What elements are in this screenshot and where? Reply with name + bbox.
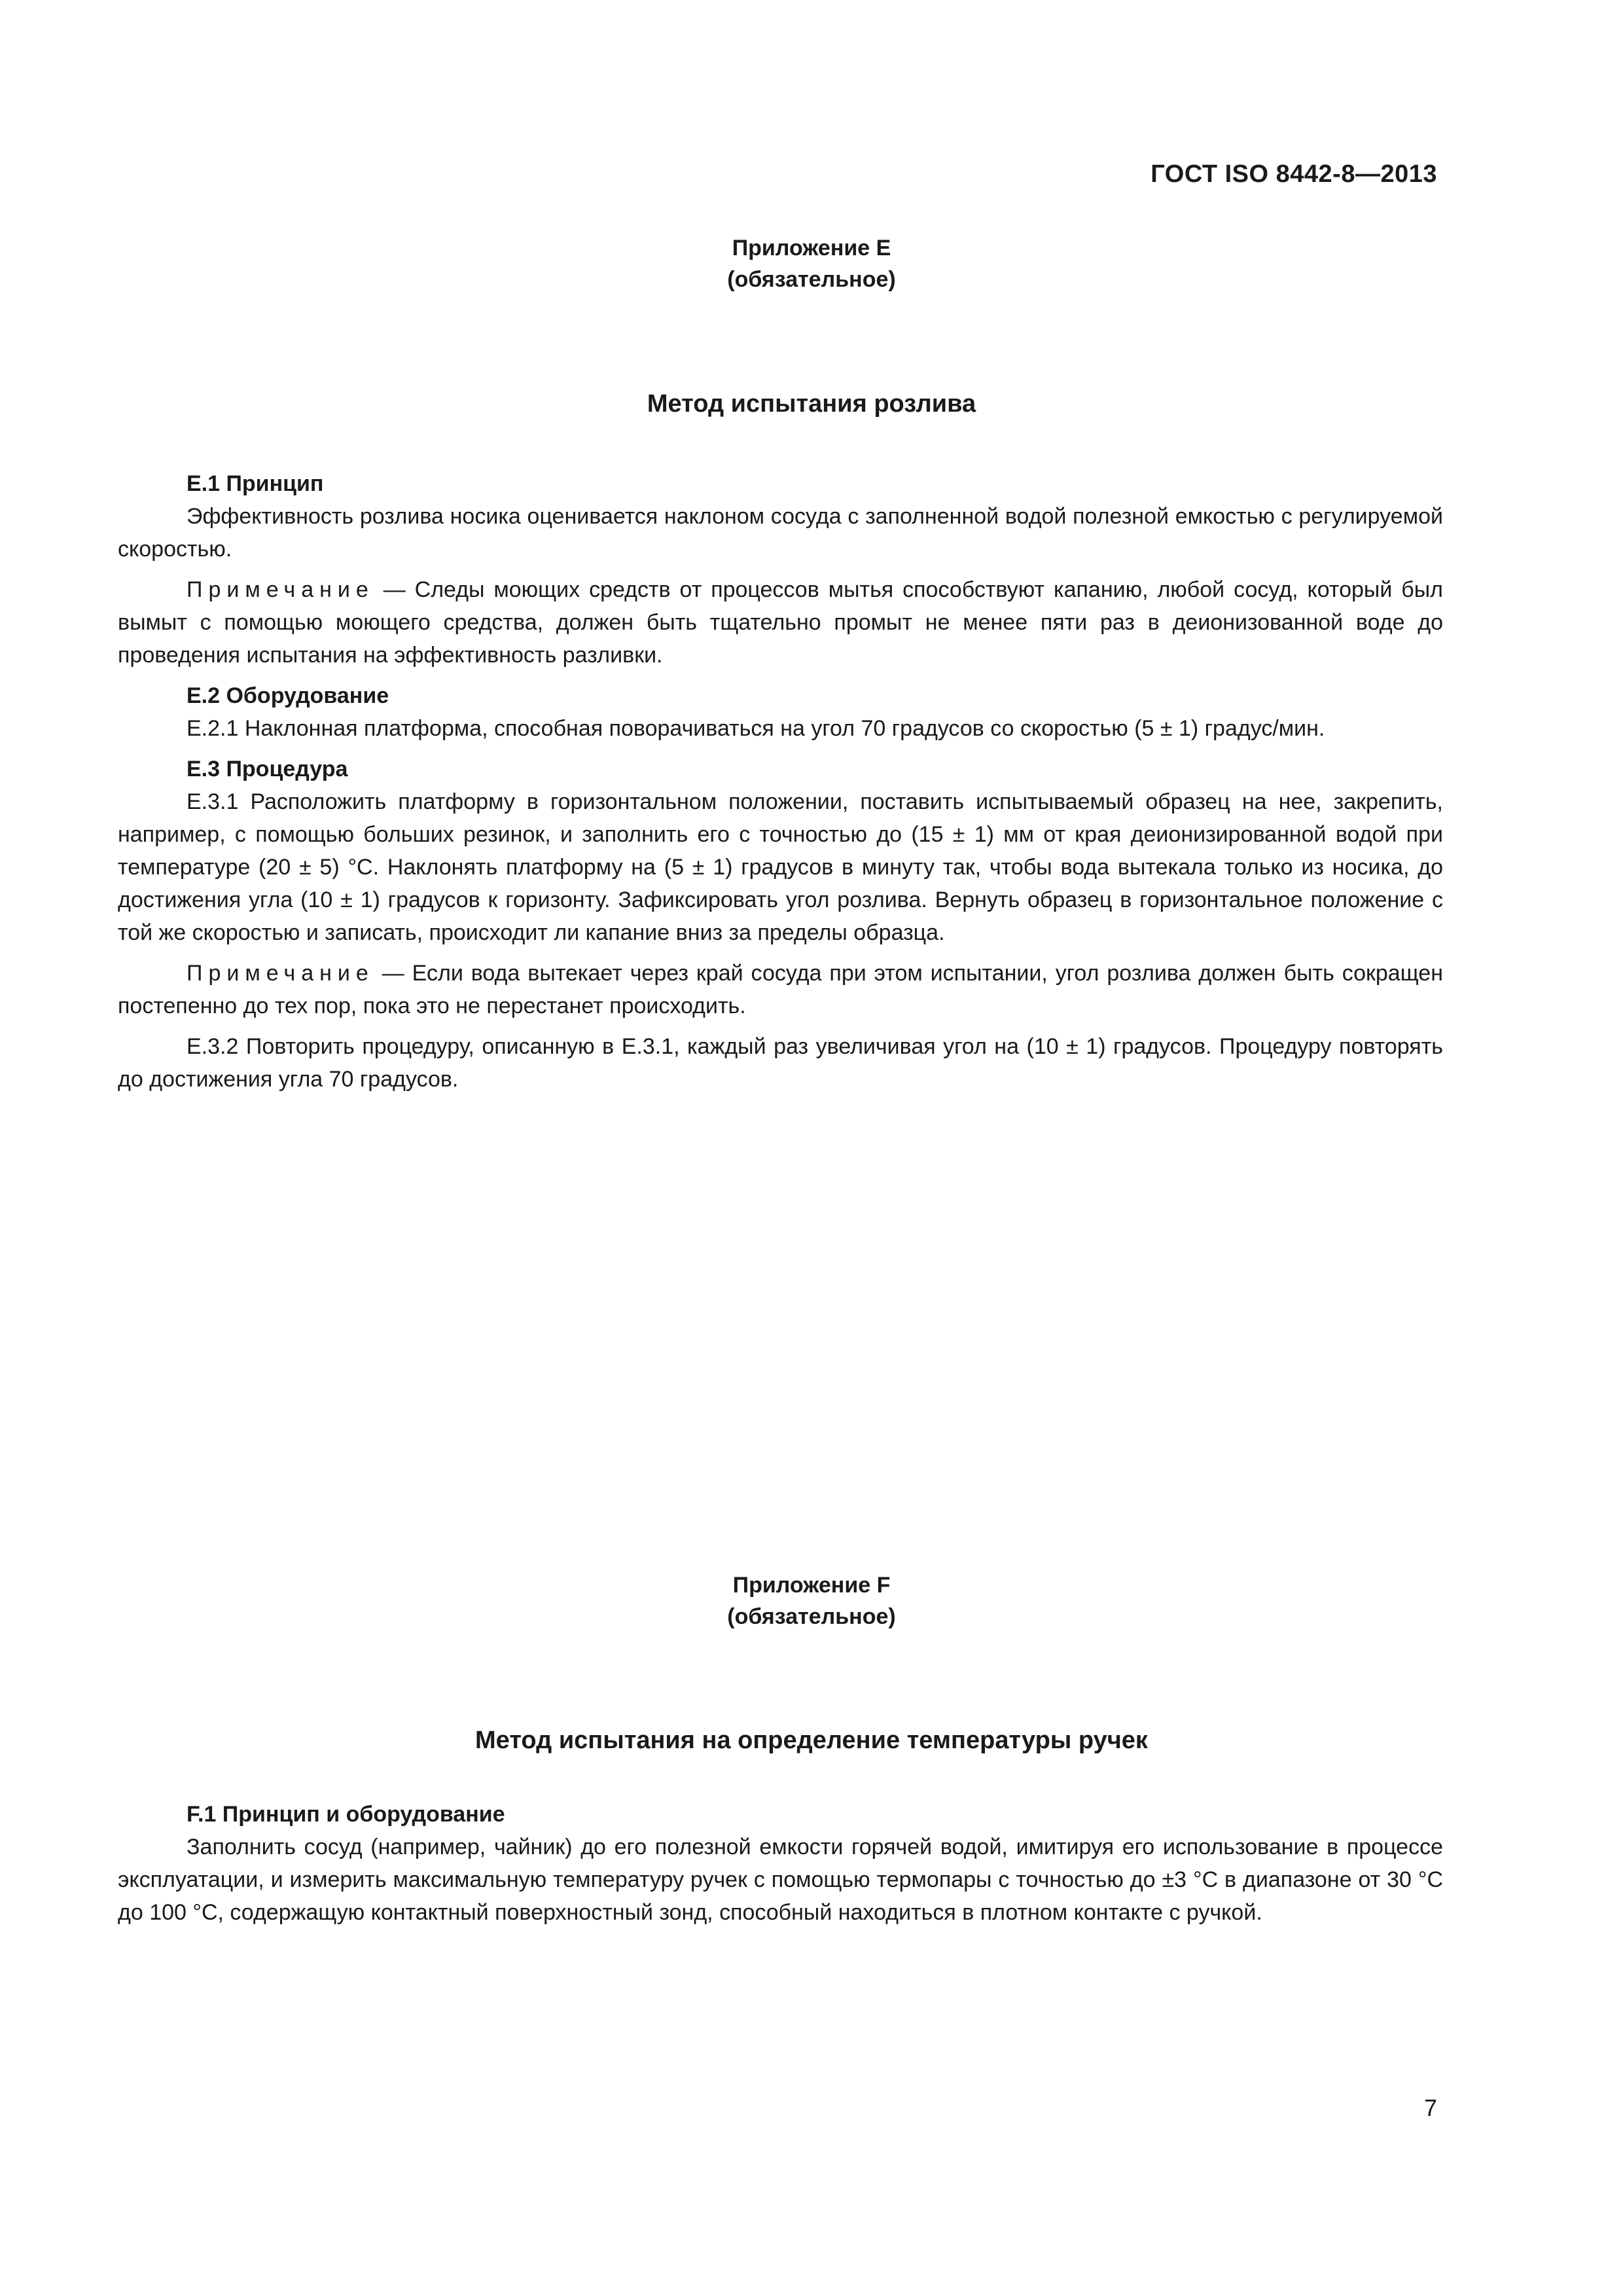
document-id-header: ГОСТ ISO 8442-8—2013 [1150,160,1437,188]
page-number: 7 [1423,2094,1437,2121]
note-label: Примечание [187,961,374,986]
annex-f-body [118,1798,1443,1937]
annex-f-title [0,1570,1623,1632]
note-text: — Если вода вытекает через край сосуда при этом испытании, угол розлива должен быть сокращен постепенно до тех пор, пока это не перестанет происходить. [118,961,1443,1018]
section-e1-note [118,573,1443,672]
annex-e-method-title: Метод испытания розлива [647,390,976,418]
note-text: — Следы моющих средств от процессов мытья способствуют капанию, любой сосуд, который был вымыт с помощью моющего средства, должен быть тщательно промыт не менее пяти раз в деионизованной воде до проведения испытания на эффективность разливки. [118,577,1443,668]
section-e3-note [118,957,1443,1022]
section-e3-p1: E.3.1 Расположить платформу в горизонтальном положении, поставить испытываемый образец на нее, закрепить, например, с помощью больших резинок, и заполнить его с точностью до (15 ± 1) мм от края деионизированной водой при температуре (20 ± 5) °C. Наклонять платформу на (5 ± 1) градусов в минуту так, чтобы вода вытекала только из носика, до достижения угла (10 ± 1) градусов к горизонту. Зафиксировать угол розлива. Вернуть образец в горизонтальное положение с той же скоростью и записать, происходит ли капание вниз за пределы образца. [118,789,1443,945]
annex-f-title-line2: (обязательное) [727,1604,896,1629]
section-e1-text: Эффективность розлива носика оценивается наклоном сосуда с заполненной водой полезной емкостью с регулируемой скоростью. [118,504,1443,562]
note-label: Примечание [187,577,374,602]
annex-e-title-line1: Приложение E [732,236,891,260]
annex-e-body [118,467,1443,1103]
section-e3-p2: E.3.2 Повторить процедуру, описанную в E.3.1, каждый раз увеличивая угол на (10 ± 1) градусов. Процедуру повторять до достижения угла 70 градусов. [118,1034,1443,1092]
section-e3-heading: E.3 Процедура [187,757,348,781]
section-f1-text: Заполнить сосуд (например, чайник) до его полезной емкости горячей водой, имитируя его использование в процессе эксплуатации, и измерить максимальную температуру ручек с помощью термопары с точностью до ±3 °C в диапазоне от 30 °C до 100 °C, содержащую контактный поверхностный зонд, способный находиться в плотном контакте с ручкой. [118,1835,1443,1925]
annex-f-title-line1: Приложение F [732,1573,891,1598]
section-e2-heading: E.2 Оборудование [187,683,389,708]
section-e1-heading: E.1 Принцип [187,471,324,496]
section-e2-text: E.2.1 Наклонная платформа, способная поворачиваться на угол 70 градусов со скоростью (5 ± 1) градус/мин. [187,716,1325,741]
annex-f-method-title: Метод испытания на определение температуры ручек [475,1727,1148,1754]
section-f1-heading: F.1 Принцип и оборудование [187,1802,505,1827]
annex-e-title-line2: (обязательное) [727,267,896,292]
annex-e-title [0,232,1623,295]
